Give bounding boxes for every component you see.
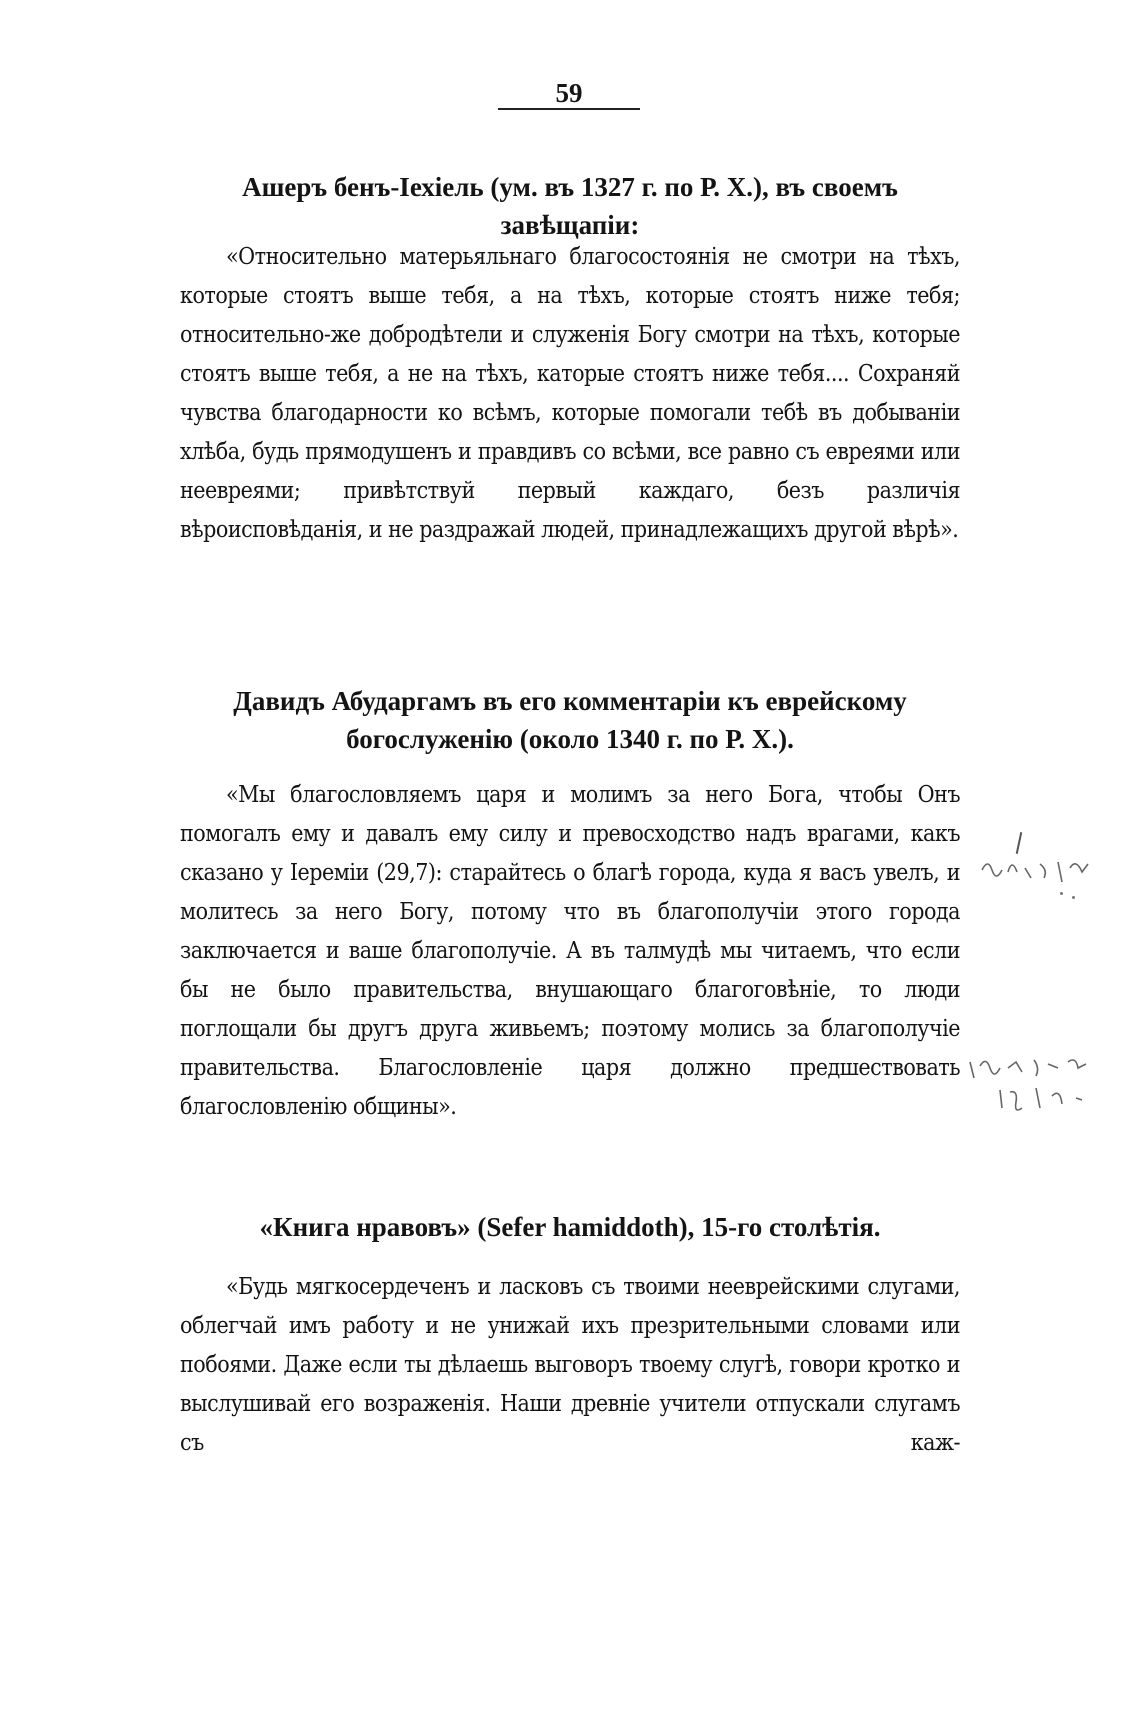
section-body-sefer-hamiddoth: «Будь мягкосердеченъ и ласковъ съ твоими нееврейскими слугами, облегчай имъ работу и не унижай ихъ презрительными словами или побоями. Даже если ты дѣлаешь выговоръ твоему слугѣ, говори кротко и выслушивай его возраженія. Наши древніе учители отпускали слугамъ съ каж- [180,1274,960,1456]
section-body-abudarham: «Мы благословляемъ царя и молимъ за него Бога, чтобы Онъ помогалъ ему и давалъ ему силу и превосходство надъ врагами, какъ сказано у Іереміи (29,7): старайтесь о благѣ города, куда я васъ увелъ, и молитесь за него Богу, потому что въ благополучіи этого города заключается и ваше благополучіе. А въ талмудѣ мы читаемъ, что если бы не было правительства, внушающаго благоговѣніе, то люди поглощали бы другъ друга живьемъ; поэтому молись за благополучіе правительства. Благословленіе царя должно предшествовать благословленію общины». [180,782,960,1120]
section-heading-sefer-hamiddoth: «Книга нравовъ» (Sefer hamiddoth), 15-го столѣтія. [259,1212,881,1242]
section-body-asher: «Относительно матерьяльнаго благосостоянія не смотри на тѣхъ, которые стоятъ выше тебя, а на тѣхъ, которые стоятъ ниже тебя; относительно-же добродѣтели и служенія Богу смотри на тѣхъ, которые стоятъ выше тебя, а не на тѣхъ, каторые стоятъ ниже тебя.... Сохраняй чувства благодарности ко всѣмъ, которые помогали тебѣ въ добываніи хлѣба, будь прямодушенъ и правдивъ со всѣми, все равно съ евреями или неевреями; привѣтствуй первый каждаго, безъ различія вѣроисповѣданія, и не раздражай людей, принадлежащихъ другой вѣрѣ». [180,244,960,543]
section-heading-abudarham: Давидъ Абударгамъ въ его комментаріи къ еврейскому богослуженію (около 1340 г. по Р. Х.). [233,686,907,754]
page-number-rule [498,108,640,110]
scribble-icon [980,850,1100,890]
page-number: 59 [555,78,583,108]
section-heading-asher: Ашеръ бенъ-Іехіель (ум. въ 1327 г. по Р. Х.), въ своемъ завѣщапіи: [242,172,898,240]
scribble-icon [996,1082,1096,1114]
